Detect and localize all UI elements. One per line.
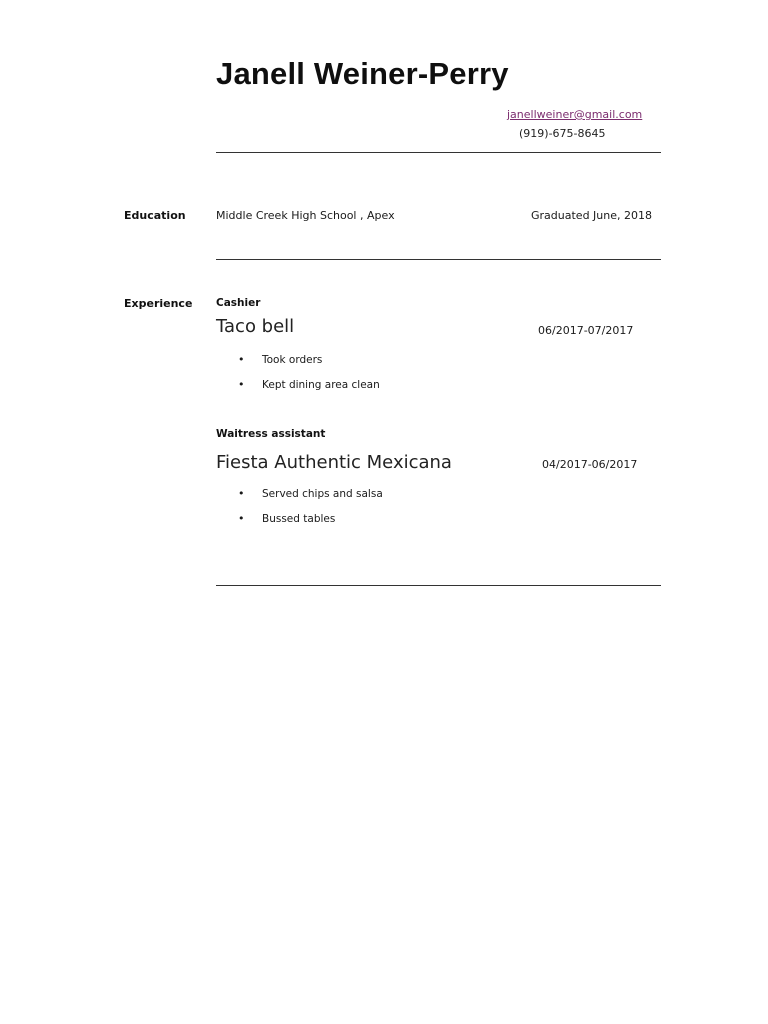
phone-number: (919)-675-8645 bbox=[519, 127, 606, 140]
header-divider bbox=[216, 152, 661, 153]
experience-divider bbox=[216, 585, 661, 586]
job-role: Cashier bbox=[216, 297, 261, 309]
email-link[interactable]: janellweiner@gmail.com bbox=[507, 108, 643, 121]
job-role: Waitress assistant bbox=[216, 428, 326, 440]
education-divider bbox=[216, 259, 661, 260]
experience-label: Experience bbox=[124, 297, 193, 310]
job-duties-list bbox=[236, 486, 383, 536]
job-duties-list bbox=[236, 352, 380, 402]
job-dates: 04/2017-06/2017 bbox=[542, 458, 638, 471]
duty-item: • Bussed tables bbox=[236, 511, 383, 536]
job-dates: 06/2017-07/2017 bbox=[538, 324, 634, 337]
job-employer: Taco bell bbox=[216, 316, 295, 337]
duty-item: • Kept dining area clean bbox=[236, 377, 380, 402]
duty-item: • Took orders bbox=[236, 352, 380, 377]
job-employer: Fiesta Authentic Mexicana bbox=[216, 452, 452, 473]
education-label: Education bbox=[124, 209, 186, 222]
graduation-date: Graduated June, 2018 bbox=[531, 209, 652, 222]
school-name: Middle Creek High School , Apex bbox=[216, 209, 395, 222]
applicant-name: Janell Weiner-Perry bbox=[216, 56, 509, 91]
duty-item: • Served chips and salsa bbox=[236, 486, 383, 511]
